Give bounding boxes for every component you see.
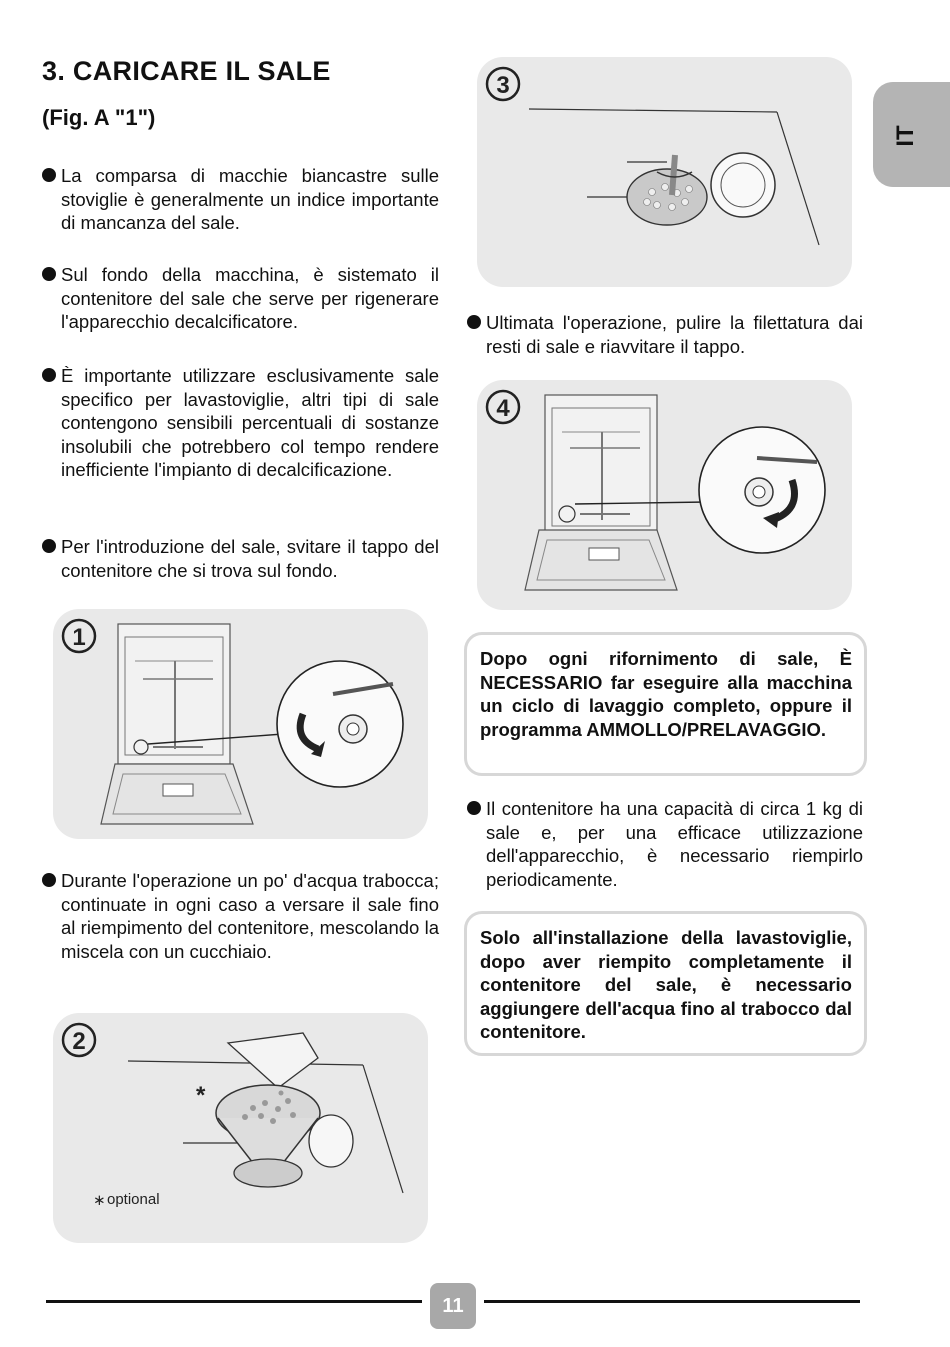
bullet-dot-icon — [42, 168, 56, 182]
bullet-item — [467, 311, 863, 358]
page-number: 11 — [430, 1283, 476, 1329]
optional-note-mark: ∗ — [93, 1192, 106, 1209]
bullet-text: Ultimata l'operazione, pulire la filettatura dai resti di sale e riavvitare il tappo. — [486, 312, 863, 357]
bullet-dot-icon — [42, 539, 56, 553]
bullet-text: È importante utilizzare esclusivamente sale specifico per lavastoviglie, altri tipi di sale contengono sensibili percentuali di sostanze insolubili che potrebbero col tempo rendere inefficiente l'impianto di decalcificazione. — [61, 365, 439, 480]
salt-funnel-illustration — [53, 1013, 428, 1243]
bullet-dot-icon — [467, 801, 481, 815]
notice-box — [464, 632, 867, 776]
figure-number: 4 — [496, 395, 510, 422]
bullet-text: Il contenitore ha una capacità di circa 1 kg di sale e, per una efficace utilizzazione dell'apparecchio, è necessario riempirlo periodicamente. — [486, 798, 863, 890]
footer-rule-right — [484, 1300, 860, 1303]
language-tab — [873, 82, 950, 187]
bullet-dot-icon — [42, 267, 56, 281]
section-subtitle: (Fig. A "1") — [42, 105, 156, 130]
notice-text: Solo all'installazione della lavastoviglie, dopo aver riempito completamente il contenitore del sale, è necessario aggiungere dell'acqua fino al trabocco dal contenitore. — [480, 927, 852, 1042]
bullet-item — [42, 364, 439, 482]
figure-3-panel — [477, 57, 852, 287]
figure-number: 1 — [72, 624, 86, 651]
bullet-item — [42, 869, 439, 963]
bullet-item — [467, 797, 863, 891]
language-tab-label: IT — [892, 125, 919, 147]
figure-number: 3 — [496, 72, 510, 99]
notice-text: Dopo ogni rifornimento di sale, È NECESSARIO far eseguire alla macchina un ciclo di lavaggio completo, oppure il programma AMMOLLO/PRELAVAGGIO. — [480, 648, 852, 740]
bullet-item — [42, 535, 439, 582]
dishwasher-salt-cap-illustration — [53, 609, 428, 839]
figure-1-panel — [53, 609, 428, 839]
bullet-text: Sul fondo della macchina, è sistemato il contenitore del sale che serve per rigenerare l'apparecchio decalcificatore. — [61, 264, 439, 332]
bullet-text: La comparsa di macchie biancastre sulle stoviglie è generalmente un indice importante di mancanza del sale. — [61, 165, 439, 233]
optional-asterisk: * — [196, 1082, 206, 1109]
salt-container-open-illustration — [477, 57, 852, 287]
notice-box — [464, 911, 867, 1056]
figure-4-panel — [477, 380, 852, 610]
bullet-text: Per l'introduzione del sale, svitare il tappo del contenitore che si trova sul fondo. — [61, 536, 439, 581]
section-title: 3. CARICARE IL SALE — [42, 56, 331, 86]
dishwasher-salt-cap-close-illustration — [477, 380, 852, 610]
figure-2-panel — [53, 1013, 428, 1243]
bullet-item — [42, 164, 439, 235]
footer-rule-left — [46, 1300, 422, 1303]
figure-number: 2 — [72, 1028, 86, 1055]
bullet-text: Durante l'operazione un po' d'acqua trabocca; continuate in ogni caso a versare il sale fino al riempimento del contenitore, mescolando la miscela con un cucchiaio. — [61, 870, 439, 962]
bullet-item — [42, 263, 439, 334]
bullet-dot-icon — [42, 368, 56, 382]
bullet-dot-icon — [42, 873, 56, 887]
bullet-dot-icon — [467, 315, 481, 329]
optional-note: optional — [107, 1191, 160, 1208]
